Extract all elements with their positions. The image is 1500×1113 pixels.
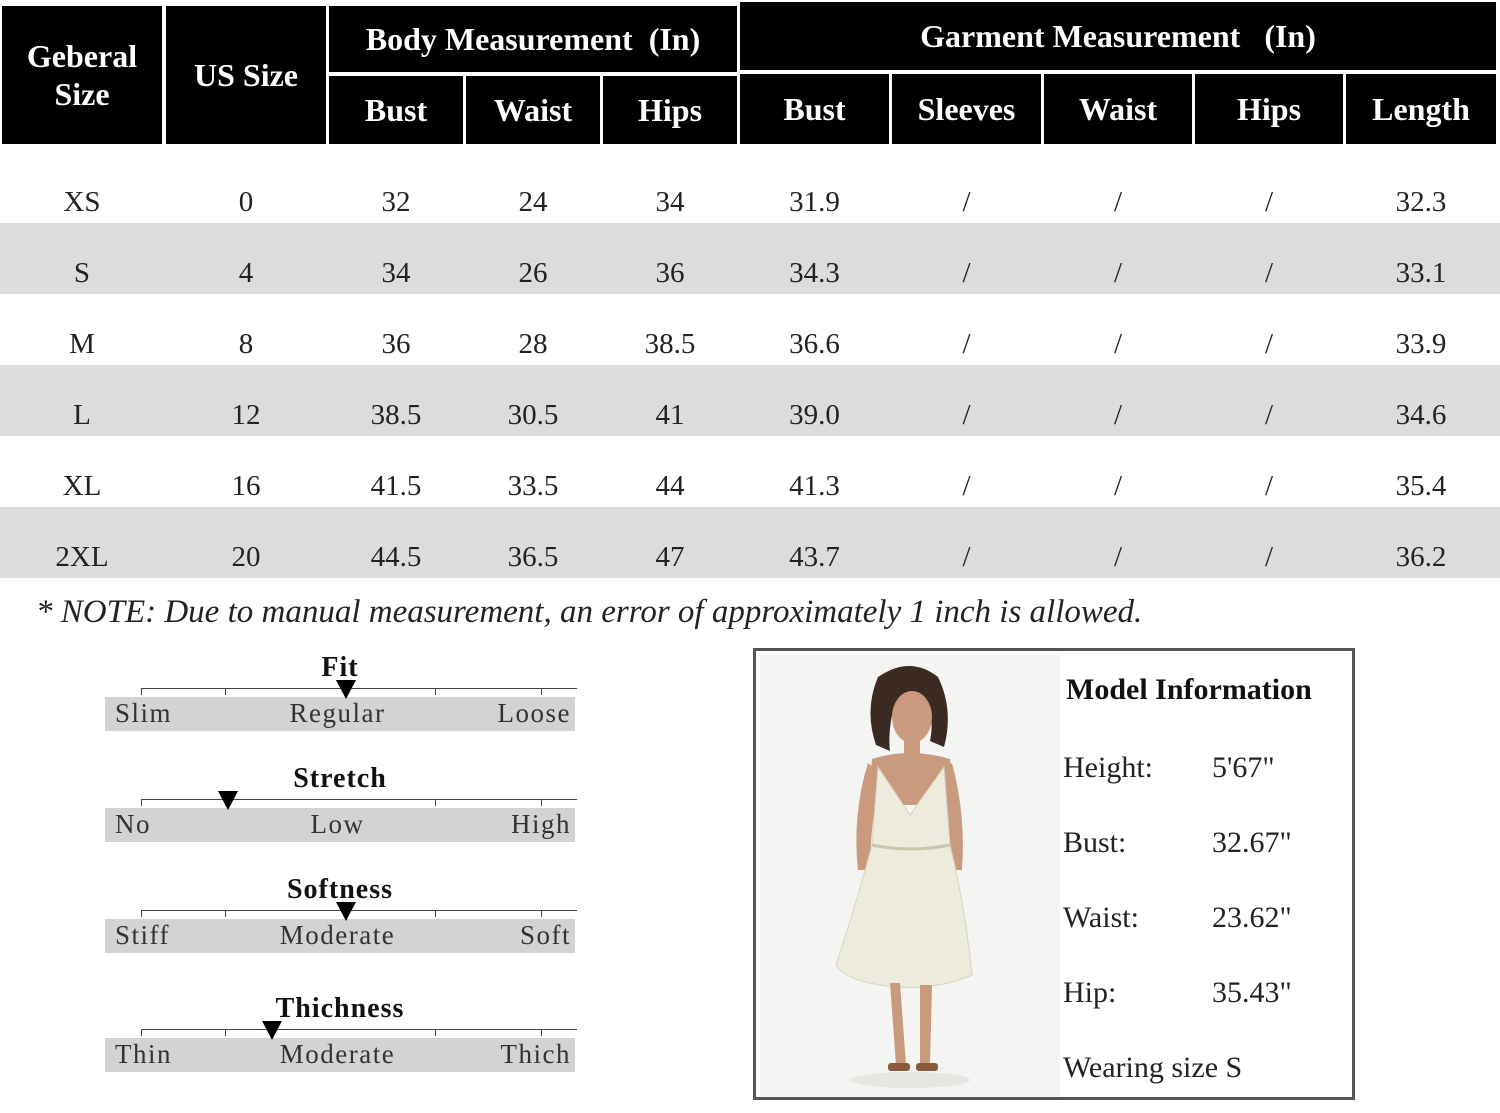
scale-label-right: Thich [500, 1039, 571, 1069]
scale-marker-icon [218, 791, 238, 810]
scale-label-center: Moderate [279, 920, 396, 950]
cell-us-size: 12 [231, 399, 261, 431]
cell-general-size: XL [62, 470, 102, 502]
header-garment-measurement: Garment Measurement (In) [740, 2, 1496, 70]
header-us-size: US Size [166, 6, 326, 144]
cell-body-waist: 33.5 [507, 470, 559, 502]
header-garment-length: Length [1346, 74, 1496, 144]
scale-tick [141, 1029, 142, 1036]
cell-garment-waist: / [1113, 399, 1123, 431]
cell-body-hips: 36 [655, 257, 685, 289]
scale-label-left: Stiff [115, 920, 171, 950]
cell-garment-hips: / [1264, 257, 1274, 289]
cell-garment-bust: 43.7 [789, 541, 840, 573]
header-garment-sleeves: Sleeves [892, 74, 1041, 144]
model-waist-value: 23.62" [1212, 901, 1292, 934]
cell-general-size: L [73, 399, 91, 431]
scale-title: Fit [321, 652, 359, 683]
scale-tick [141, 688, 142, 695]
model-waist-label: Waist: [1063, 901, 1139, 934]
cell-garment-length: 32.3 [1395, 186, 1447, 218]
cell-garment-hips: / [1264, 399, 1274, 431]
table-row [0, 294, 1500, 365]
cell-us-size: 4 [238, 257, 254, 289]
cell-body-bust: 34 [381, 257, 411, 289]
scale-label-center: Low [310, 809, 365, 839]
cell-garment-waist: / [1113, 257, 1123, 289]
header-garment-waist: Waist [1044, 74, 1192, 144]
scale-tick [435, 688, 436, 695]
scale-title: Stretch [293, 763, 387, 794]
scale-tick [141, 910, 142, 917]
cell-body-bust: 38.5 [370, 399, 422, 431]
header-body-hips: Hips [603, 76, 737, 144]
cell-garment-bust: 34.3 [789, 257, 840, 289]
model-illustration [760, 655, 1060, 1097]
scale-tick [541, 910, 542, 917]
model-wearing-size: Wearing size S [1063, 1051, 1243, 1084]
cell-us-size: 20 [231, 541, 261, 573]
cell-garment-hips: / [1264, 470, 1274, 502]
scale-1 [105, 652, 575, 772]
cell-garment-bust: 39.0 [789, 399, 840, 431]
model-height-value: 5'67" [1212, 751, 1275, 784]
cell-body-hips: 38.5 [644, 328, 696, 360]
model-photo [760, 655, 1060, 1097]
cell-garment-sleeves: / [962, 399, 971, 431]
cell-body-bust: 36 [381, 328, 411, 360]
table-row [0, 507, 1500, 578]
scale-marker-icon [336, 902, 356, 921]
cell-body-bust: 41.5 [370, 470, 422, 502]
table-row [0, 223, 1500, 294]
table-row [0, 152, 1500, 223]
cell-garment-length: 34.6 [1395, 399, 1447, 431]
cell-body-waist: 28 [518, 328, 548, 360]
cell-body-waist: 30.5 [507, 399, 559, 431]
cell-general-size: M [69, 328, 95, 360]
cell-general-size: 2XL [55, 541, 109, 573]
scale-label-right: High [511, 809, 571, 839]
scale-marker-icon [336, 680, 356, 699]
scale-line [141, 910, 577, 911]
cell-body-hips: 41 [655, 399, 685, 431]
cell-garment-hips: / [1264, 541, 1274, 573]
cell-garment-length: 36.2 [1395, 541, 1447, 573]
model-height-label: Height: [1063, 751, 1153, 784]
scale-label-right: Loose [497, 698, 571, 728]
scale-tick [225, 910, 226, 917]
scale-marker-icon [262, 1021, 282, 1040]
cell-body-hips: 34 [655, 186, 685, 218]
cell-body-bust: 32 [381, 186, 411, 218]
cell-general-size: XS [63, 186, 101, 218]
cell-garment-length: 33.9 [1395, 328, 1447, 360]
scale-label-left: Thin [115, 1039, 172, 1069]
cell-garment-hips: / [1264, 328, 1274, 360]
cell-garment-sleeves: / [962, 186, 971, 218]
header-body-waist: Waist [466, 76, 600, 144]
cell-garment-bust: 31.9 [789, 186, 840, 218]
scale-4 [105, 993, 575, 1113]
cell-garment-sleeves: / [962, 257, 971, 289]
cell-garment-length: 33.1 [1395, 257, 1447, 289]
model-hip-value: 35.43" [1212, 976, 1292, 1009]
header-body-measurement: Body Measurement (In) [329, 6, 737, 72]
cell-garment-waist: / [1113, 328, 1123, 360]
cell-garment-sleeves: / [962, 328, 971, 360]
model-hip-label: Hip: [1063, 976, 1117, 1009]
scale-tick [541, 799, 542, 806]
cell-garment-hips: / [1264, 186, 1274, 218]
measurement-note: * NOTE: Due to manual measurement, an error of approximately 1 inch is allowed. [36, 594, 1143, 630]
model-bust-label: Bust: [1063, 826, 1127, 859]
scale-label-left: No [115, 809, 151, 839]
scale-2 [105, 763, 575, 883]
scale-tick [225, 1029, 226, 1036]
scale-tick [225, 688, 226, 695]
header-garment-bust: Bust [740, 74, 889, 144]
cell-body-waist: 36.5 [507, 541, 559, 573]
scale-label-right: Soft [519, 920, 571, 950]
table-row [0, 365, 1500, 436]
cell-garment-bust: 41.3 [789, 470, 840, 502]
cell-us-size: 8 [238, 328, 254, 360]
cell-general-size: S [73, 257, 91, 289]
scale-tick [435, 1029, 436, 1036]
scale-label-center: Moderate [279, 1039, 396, 1069]
scale-line [141, 1029, 577, 1030]
cell-garment-sleeves: / [962, 470, 971, 502]
scale-3 [105, 874, 575, 994]
scale-tick [435, 799, 436, 806]
cell-garment-waist: / [1113, 541, 1123, 573]
header-body-bust: Bust [329, 76, 463, 144]
cell-garment-waist: / [1113, 186, 1123, 218]
cell-body-bust: 44.5 [370, 541, 422, 573]
table-row [0, 436, 1500, 507]
cell-garment-waist: / [1113, 470, 1123, 502]
model-info-card [753, 648, 1355, 1100]
cell-us-size: 0 [238, 186, 254, 218]
cell-garment-length: 35.4 [1395, 470, 1447, 502]
cell-garment-bust: 36.6 [789, 328, 840, 360]
scale-title: Softness [286, 874, 393, 905]
scale-tick [541, 1029, 542, 1036]
cell-body-waist: 24 [518, 186, 548, 218]
scale-tick [435, 910, 436, 917]
scale-tick [141, 799, 142, 806]
scale-line [141, 688, 577, 689]
scale-label-left: Slim [115, 698, 173, 728]
scale-line [141, 799, 577, 800]
header-general-size: Geberal Size [2, 6, 162, 144]
cell-body-waist: 26 [518, 257, 548, 289]
cell-garment-sleeves: / [962, 541, 971, 573]
cell-us-size: 16 [231, 470, 261, 502]
model-bust-value: 32.67" [1212, 826, 1292, 859]
model-info-title: Model Information [1066, 673, 1312, 706]
header-garment-hips: Hips [1195, 74, 1343, 144]
cell-body-hips: 44 [655, 470, 685, 502]
scale-label-center: Regular [289, 698, 386, 728]
scale-tick [541, 688, 542, 695]
cell-body-hips: 47 [655, 541, 685, 573]
scale-title: Thichness [275, 993, 405, 1024]
